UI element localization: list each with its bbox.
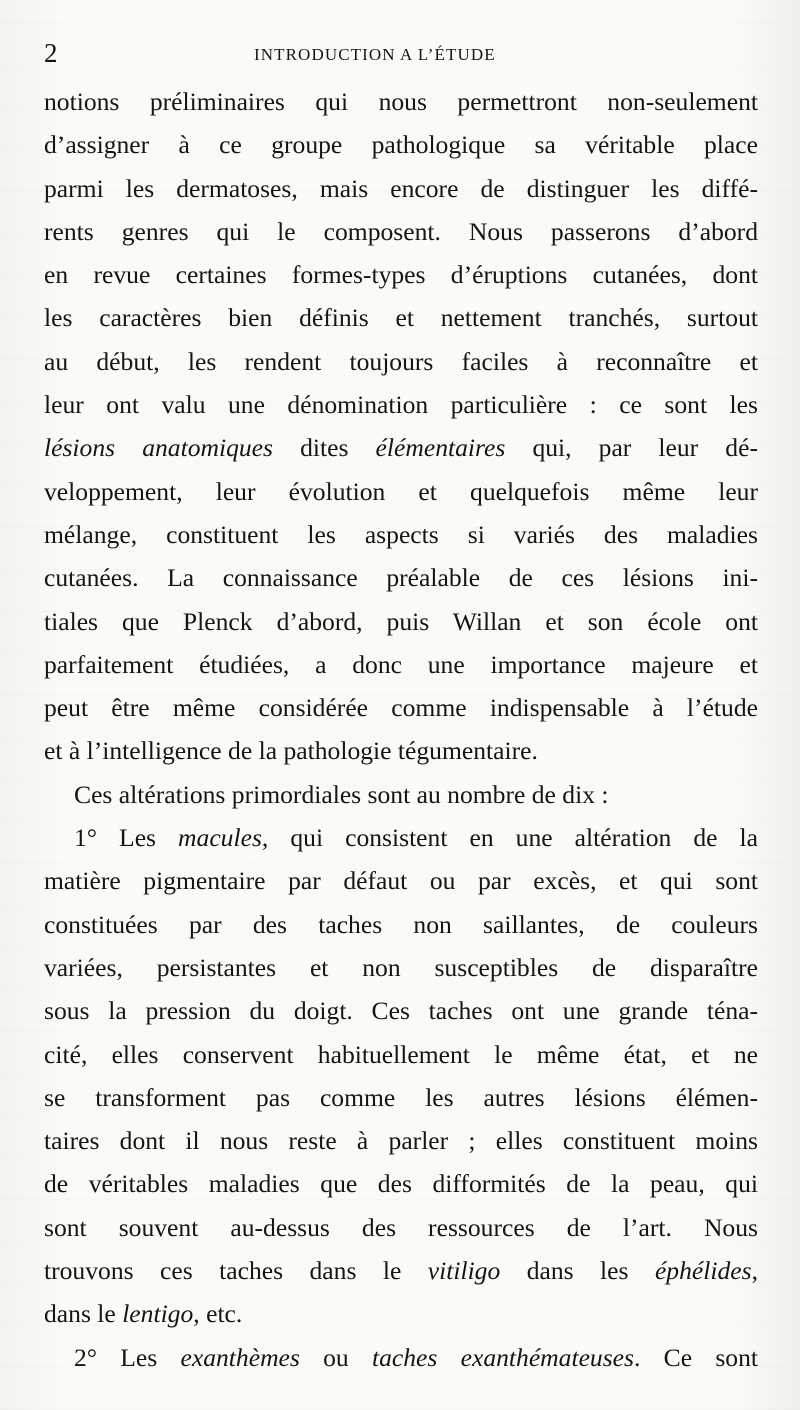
text-line [44, 903, 758, 946]
text-run: en revue certaines formes-types d’éruptions cutanées, dont [44, 260, 758, 290]
text-run: 1° Les [74, 823, 179, 853]
text-line [44, 600, 758, 643]
text-run: , [751, 1256, 758, 1286]
text-line [44, 816, 758, 859]
text-run: taires dont il nous reste à parler ; elles constituent moins [44, 1126, 758, 1156]
text-run: rents genres qui le composent. Nous passerons d’abord [44, 216, 758, 246]
text-run: matière pigmentaire par défaut ou par excès, et qui sont [44, 866, 758, 896]
text-run: se transforment pas comme les autres lésions élémen- [44, 1082, 758, 1112]
text-line [44, 123, 758, 166]
text-run: constituées par des taches non saillantes, de couleurs [44, 909, 758, 939]
italic-term: macules [178, 823, 262, 853]
text-run: tiales que Plenck d’abord, puis Willan et son école ont [44, 606, 758, 636]
text-line [44, 1119, 758, 1162]
body-text [44, 80, 758, 1379]
italic-term: taches exanthémateuses [371, 1342, 635, 1372]
text-run: ou [299, 1342, 372, 1372]
text-run: cité, elles conservent habituellement le même état, et ne [44, 1039, 758, 1069]
text-line [44, 686, 758, 729]
text-run: sous la pression du doigt. Ces taches ont une grande téna- [44, 996, 758, 1026]
italic-term: élémentaires [375, 433, 506, 463]
text-line [44, 210, 758, 253]
text-line [44, 1206, 758, 1249]
text-run: mélange, constituent les aspects si variés des maladies [44, 519, 758, 549]
text-line [44, 773, 758, 816]
text-line [44, 859, 758, 902]
text-run: et à l’intelligence de la pathologie tégumentaire. [44, 736, 538, 766]
text-run: variées, persistantes et non susceptibles de disparaître [44, 952, 758, 982]
text-line [44, 1336, 758, 1379]
text-run: , etc. [193, 1299, 243, 1329]
text-line [44, 946, 758, 989]
text-line [44, 340, 758, 383]
page-number: 2 [44, 38, 58, 68]
text-run: dites [273, 433, 376, 463]
text-line [44, 253, 758, 296]
text-run: parmi les dermatoses, mais encore de distinguer les diffé- [44, 173, 758, 203]
text-line [44, 989, 758, 1032]
text-run: trouvons ces taches dans le [44, 1256, 428, 1286]
text-line [44, 383, 758, 426]
text-run: cutanées. La connaissance préalable de ces lésions ini- [44, 563, 758, 593]
page-header [44, 38, 758, 72]
text-line [44, 729, 758, 772]
text-line [44, 167, 758, 210]
running-title: INTRODUCTION A L’ÉTUDE [254, 45, 496, 64]
text-line [44, 1162, 758, 1205]
text-line [44, 80, 758, 123]
italic-term: exanthèmes [180, 1342, 300, 1372]
text-run: 2° Les [74, 1342, 181, 1372]
text-run: sont souvent au-dessus des ressources de l’art. Nous [44, 1212, 758, 1242]
text-line [44, 556, 758, 599]
italic-term: lentigo [122, 1299, 194, 1329]
text-line [44, 1076, 758, 1119]
text-line [44, 296, 758, 339]
italic-term: vitiligo [427, 1256, 501, 1286]
text-run: d’assigner à ce groupe pathologique sa véritable place [44, 130, 758, 160]
text-run: peut être même considérée comme indispensable à l’étude [44, 693, 758, 723]
text-run: Ces altérations primordiales sont au nombre de dix : [74, 779, 609, 809]
text-run: leur ont valu une dénomination particulière : ce sont les [44, 390, 758, 420]
text-line [44, 1033, 758, 1076]
text-run: dans le [44, 1299, 123, 1329]
text-run: les caractères bien définis et nettement tranchés, surtout [44, 303, 758, 333]
italic-term: éphélides [654, 1256, 752, 1286]
text-line [44, 470, 758, 513]
text-run: veloppement, leur évolution et quelquefois même leur [44, 476, 758, 506]
text-run: au début, les rendent toujours faciles à reconnaître et [44, 346, 758, 376]
text-line [44, 1249, 758, 1292]
text-line [44, 513, 758, 556]
text-run: . Ce sont [634, 1342, 758, 1372]
text-run: de véritables maladies que des difformités de la peau, qui [44, 1169, 758, 1199]
italic-term: lésions anatomiques [44, 433, 273, 463]
text-line [44, 1292, 758, 1335]
text-run: notions préliminaires qui nous permettront non-seulement [44, 87, 758, 116]
text-line [44, 643, 758, 686]
text-run: parfaitement étudiées, a donc une importance majeure et [44, 649, 758, 679]
text-run: , qui consistent en une altération de la [261, 823, 758, 853]
text-run: dans les [500, 1256, 655, 1286]
text-line [44, 426, 758, 469]
text-run: qui, par leur dé- [505, 433, 758, 463]
